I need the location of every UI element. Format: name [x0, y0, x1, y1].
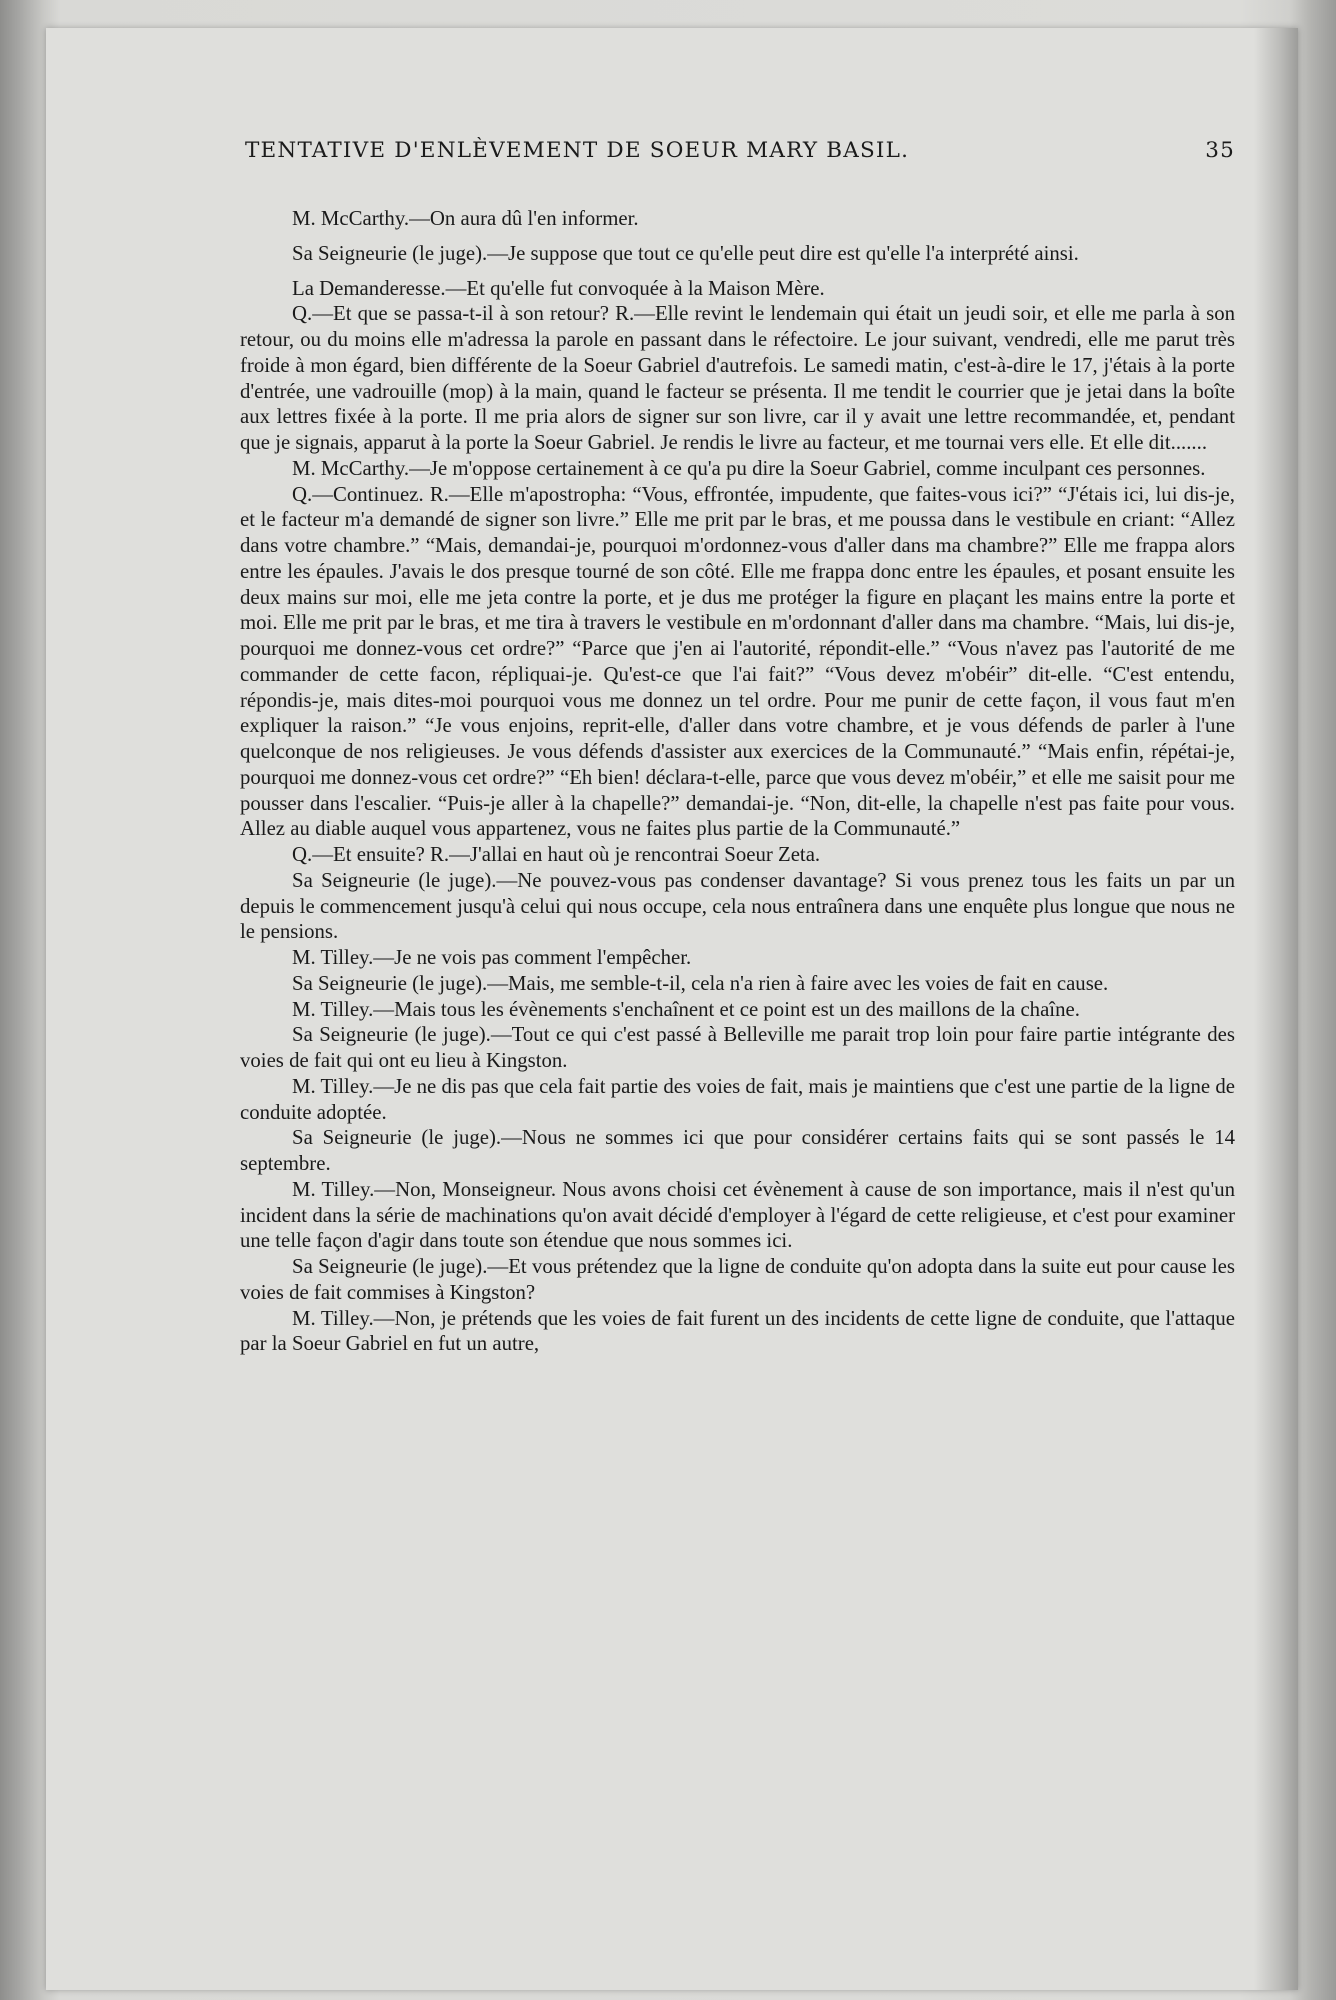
- paragraph: M. Tilley.—Je ne dis pas que cela fait partie des voies de fait, mais je maintiens que c'est une partie de la ligne de conduite adoptée.: [240, 1074, 1235, 1124]
- paragraph: M. Tilley.—Mais tous les évènements s'enchaînent et ce point est un des maillons de la chaîne.: [292, 997, 1080, 1021]
- paragraph: Sa Seigneurie (le juge).—Mais, me semble-t-il, cela n'a rien à faire avec les voies de fait en cause.: [292, 971, 1109, 995]
- paragraph: Sa Seigneurie (le juge).—Et vous prétendez que la ligne de conduite qu'on adopta dans la suite eut pour cause les voies de fait commises à Kingston?: [240, 1255, 1235, 1304]
- paragraph: M. Tilley.—Non, je prétends que les voies de fait furent un des incidents de cette ligne de conduite, que l'attaque par la Soeur Gabriel en fut un autre,: [240, 1306, 1235, 1356]
- paragraph: M. Tilley.—Je ne vois pas comment l'empêcher.: [292, 946, 692, 969]
- paragraph: M. Tilley.—Non, Monseigneur. Nous avons choisi cet évènement à cause de son importance, mais il n'est qu'un incident dans la série de machinations qu'on avait décidé d'employer à l'égard de cette religieuse, et c'est pour examiner une telle façon d'agir dans toute son étendue que nous sommes ici.: [240, 1177, 1235, 1253]
- running-header: [245, 138, 1235, 163]
- page-number: 35: [1205, 138, 1235, 163]
- paragraph: Sa Seigneurie (le juge).—Nous ne sommes ici que pour considérer certains faits qui se sont passés le 14 septembre.: [240, 1126, 1235, 1175]
- paragraph: La Demanderesse.—Et qu'elle fut convoquée à la Maison Mère.: [292, 276, 825, 300]
- paragraph: Sa Seigneurie (le juge).—Ne pouvez-vous pas condenser davantage? Si vous prenez tous les faits un par un depuis le commencement jusqu'à celui qui nous occupe, cela nous entraînera dans une enquête plus longue que nous ne le pensions.: [240, 868, 1235, 944]
- page-body: [240, 206, 1235, 1357]
- paragraph: M. McCarthy.—On aura dû l'en informer.: [292, 207, 639, 230]
- paragraph: M. McCarthy.—Je m'oppose certainement à ce qu'a pu dire la Soeur Gabriel, comme inculpant ces personnes.: [292, 456, 1206, 480]
- paragraph: Sa Seigneurie (le juge).—Tout ce qui c'est passé à Belleville me parait trop loin pour faire partie intégrante des voies de fait qui ont eu lieu à Kingston.: [240, 1023, 1235, 1072]
- paragraph: Sa Seigneurie (le juge).—Je suppose que tout ce qu'elle peut dire est qu'elle l'a interprété ainsi.: [292, 241, 1079, 265]
- paragraph: Q.—Et ensuite? R.—J'allai en haut où je rencontrai Soeur Zeta.: [292, 843, 821, 866]
- page-edge-shadow: [1254, 28, 1298, 1990]
- paragraph: Q.—Et que se passa-t-il à son retour? R.—Elle revint le lendemain qui était un jeudi soir, et elle me parla à son retour, ou du moins elle m'adressa la parole en passant dans le réfectoire. Le jour suivant, vendredi, elle me parut très froide à mon égard, bien différente de la Soeur Gabriel d'autrefois. Le samedi matin, c'est-à-dire le 17, j'étais à la porte d'entrée, une vadrouille (mop) à la main, quand le facteur se présenta. Il me tendit le courrier que je jetai dans la boîte aux lettres fixée à la porte. Il me pria alors de signer sur son livre, car il y avait une lettre recommandée, et, pendant que je signais, apparut à la porte la Soeur Gabriel. Je rendis le livre au facteur, et me tournai vers elle. Et elle dit.......: [240, 302, 1235, 454]
- paragraph: Q.—Continuez. R.—Elle m'apostropha: “Vous, effrontée, impudente, que faites-vous ici?” “J'étais ici, lui dis-je, et le facteur m'a demandé de signer son livre.” Elle me prit par le bras, et me poussa dans le vestibule en criant: “Allez dans votre chambre.” “Mais, demandai-je, pourquoi m'ordonnez-vous d'aller dans ma chambre?” Elle me frappa alors entre les épaules. J'avais le dos presque tourné de son côté. Elle me frappa donc entre les épaules, et posant ensuite les deux mains sur moi, elle me jeta contre la porte, et je dus me protéger la figure en plaçant les mains entre la porte et moi. Elle me prit par le bras, et me tira à travers le vestibule en m'ordonnant d'aller dans ma chambre. “Mais, lui dis-je, pourquoi me donnez-vous cet ordre?” “Parce que j'en ai l'autorité, répondit-elle.” “Vous n'avez pas l'autorité de me commander de cette facon, répliquai-je. Qu'est-ce que l'ai fait?” “Vous devez m'obéir” dit-elle. “C'est entendu, répondis-je, mais dites-moi pourquoi vous me donnez un tel ordre. Pour me punir de cette façon, il vous faut m'en expliquer la raison.” “Je vous enjoins, reprit-elle, d'aller dans votre chambre, et je vous défends de parler à l'une quelconque de nos religieuses. Je vous défends d'assister aux exercices de la Communauté.” “Mais enfin, répétai-je, pourquoi me donnez-vous cet ordre?” “Eh bien! déclara-t-elle, parce que vous devez m'obéir,” et elle me saisit pour me pousser dans l'escalier. “Puis-je aller à la chapelle?” demandai-je. “Non, dit-elle, la chapelle n'est pas faite pour vous. Allez au diable auquel vous appartenez, vous ne faites plus partie de la Communauté.”: [240, 482, 1235, 841]
- running-title: TENTATIVE D'ENLÈVEMENT DE SOEUR MARY BASIL.: [245, 138, 910, 163]
